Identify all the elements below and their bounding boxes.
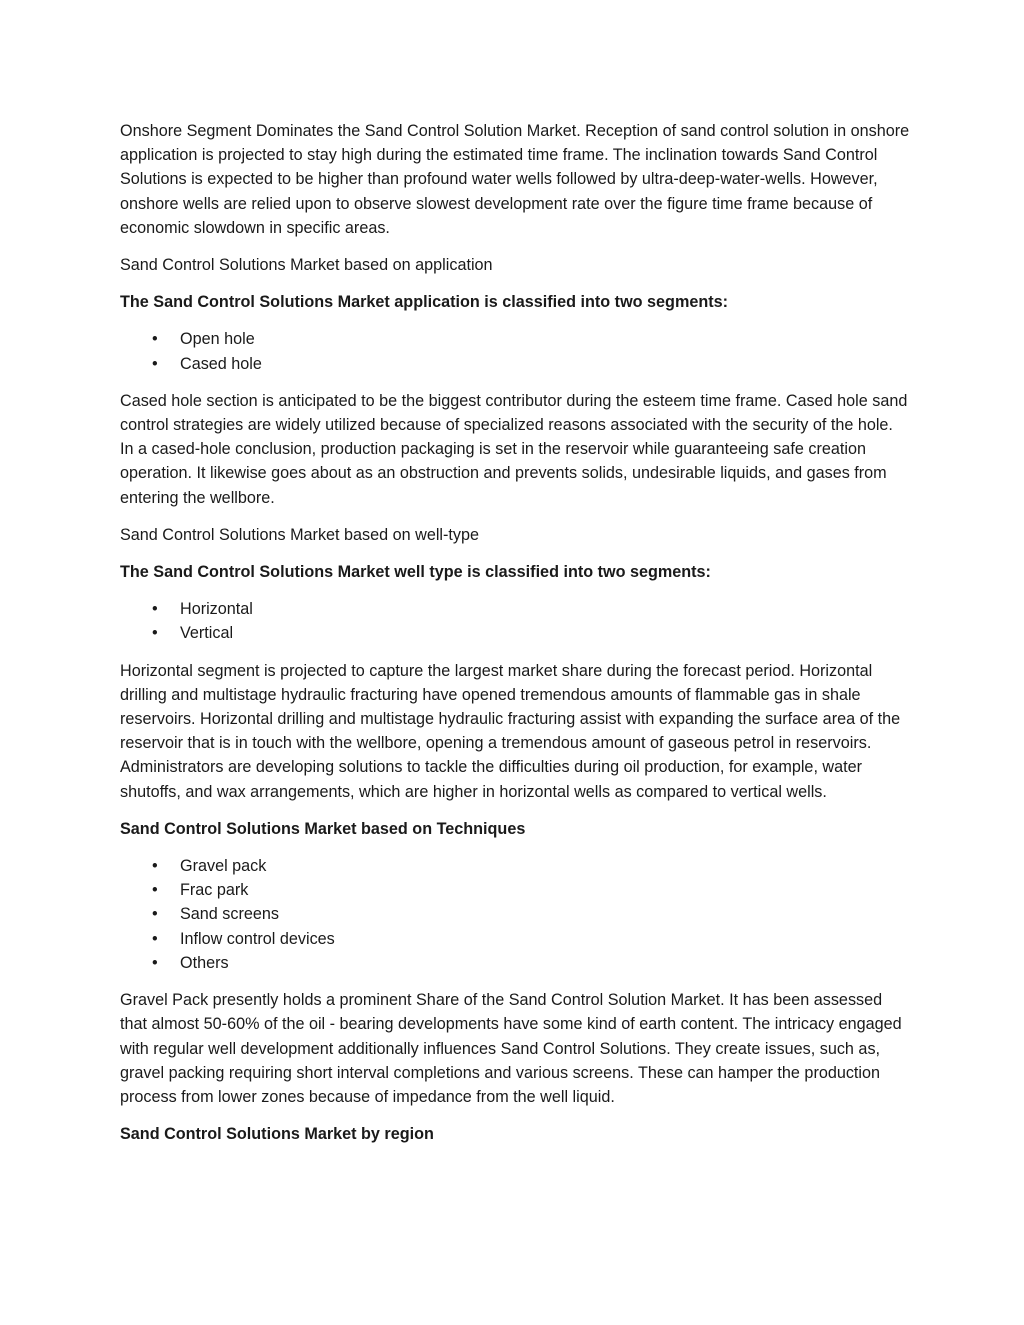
list-item-label: Cased hole [180,354,262,373]
list-item [120,327,910,351]
bullet-icon: • [152,354,158,373]
application-heading: Sand Control Solutions Market based on application [120,256,493,275]
welltype-list [120,597,910,645]
bullet-icon: • [152,857,158,876]
application-classified-heading: The Sand Control Solutions Market application is classified into two segments: [120,293,729,312]
list-item [120,902,910,926]
bullet-icon: • [152,330,158,349]
paragraph-gravel-pack: Gravel Pack presently holds a prominent Share of the Sand Control Solution Market. It has been assessed that almost 50-60% of the oil - bearing developments have some kind of earth content. The intricacy engaged with regular well development additionally influences Sand Control Solutions. They create issues, such as, gravel packing requiring short interval completions and various screens. These can hamper the production process from lower zones because of impedance from the well liquid. [120,991,902,1106]
paragraph-horizontal: Horizontal segment is projected to capture the largest market share during the forecast period. Horizontal drilling and multistage hydraulic fracturing have opened tremendous amounts of flammable gas in shale reservoirs. Horizontal drilling and multistage hydraulic fracturing assist with expanding the surface area of the reservoir that is in touch with the wellbore, opening a tremendous amount of gaseous petrol in reservoirs. Administrators are developing solutions to tackle the difficulties during oil production, for example, water shutoffs, and wax arrangements, which are higher in horizontal wells as compared to vertical wells. [120,661,901,801]
bullet-icon: • [152,929,158,948]
list-item [120,854,910,878]
list-item [120,621,910,645]
list-item [120,352,910,376]
techniques-heading: Sand Control Solutions Market based on Techniques [120,819,526,838]
list-item [120,878,910,902]
bullet-icon: • [152,624,158,643]
list-item-label: Others [180,953,229,972]
bullet-icon: • [152,953,158,972]
region-heading: Sand Control Solutions Market by region [120,1125,434,1144]
list-item [120,927,910,951]
bullet-icon: • [152,881,158,900]
techniques-list [120,854,910,975]
bullet-icon: • [152,600,158,619]
list-item-label: Horizontal [180,600,253,619]
list-item-label: Inflow control devices [180,929,335,948]
list-item [120,951,910,975]
list-item-label: Gravel pack [180,857,267,876]
list-item-label: Vertical [180,624,234,643]
list-item-label: Sand screens [180,905,279,924]
paragraph-cased-hole: Cased hole section is anticipated to be the biggest contributor during the esteem time frame. Cased hole sand control strategies are widely utilized because of specialized reasons associated with the security of the hole. In a cased-hole conclusion, production packaging is set in the reservoir while guaranteeing safe creation operation. It likewise goes about as an obstruction and prevents solids, undesirable liquids, and gases from entering the wellbore. [120,391,908,507]
paragraph-onshore: Onshore Segment Dominates the Sand Control Solution Market. Reception of sand control solution in onshore application is projected to stay high during the estimated time frame. The inclination towards Sand Control Solutions is expected to be higher than profound water wells followed by ultra-deep-water-wells. However, onshore wells are relied upon to observe slowest development rate over the figure time frame because of economic slowdown in specific areas. [120,122,910,237]
bullet-icon: • [152,905,158,924]
document-page [120,119,910,1159]
application-list [120,327,910,375]
list-item-label: Frac park [180,881,249,900]
welltype-heading: Sand Control Solutions Market based on well-type [120,525,480,544]
list-item-label: Open hole [180,330,255,349]
list-item [120,597,910,621]
welltype-classified-heading: The Sand Control Solutions Market well type is classified into two segments: [120,563,711,582]
